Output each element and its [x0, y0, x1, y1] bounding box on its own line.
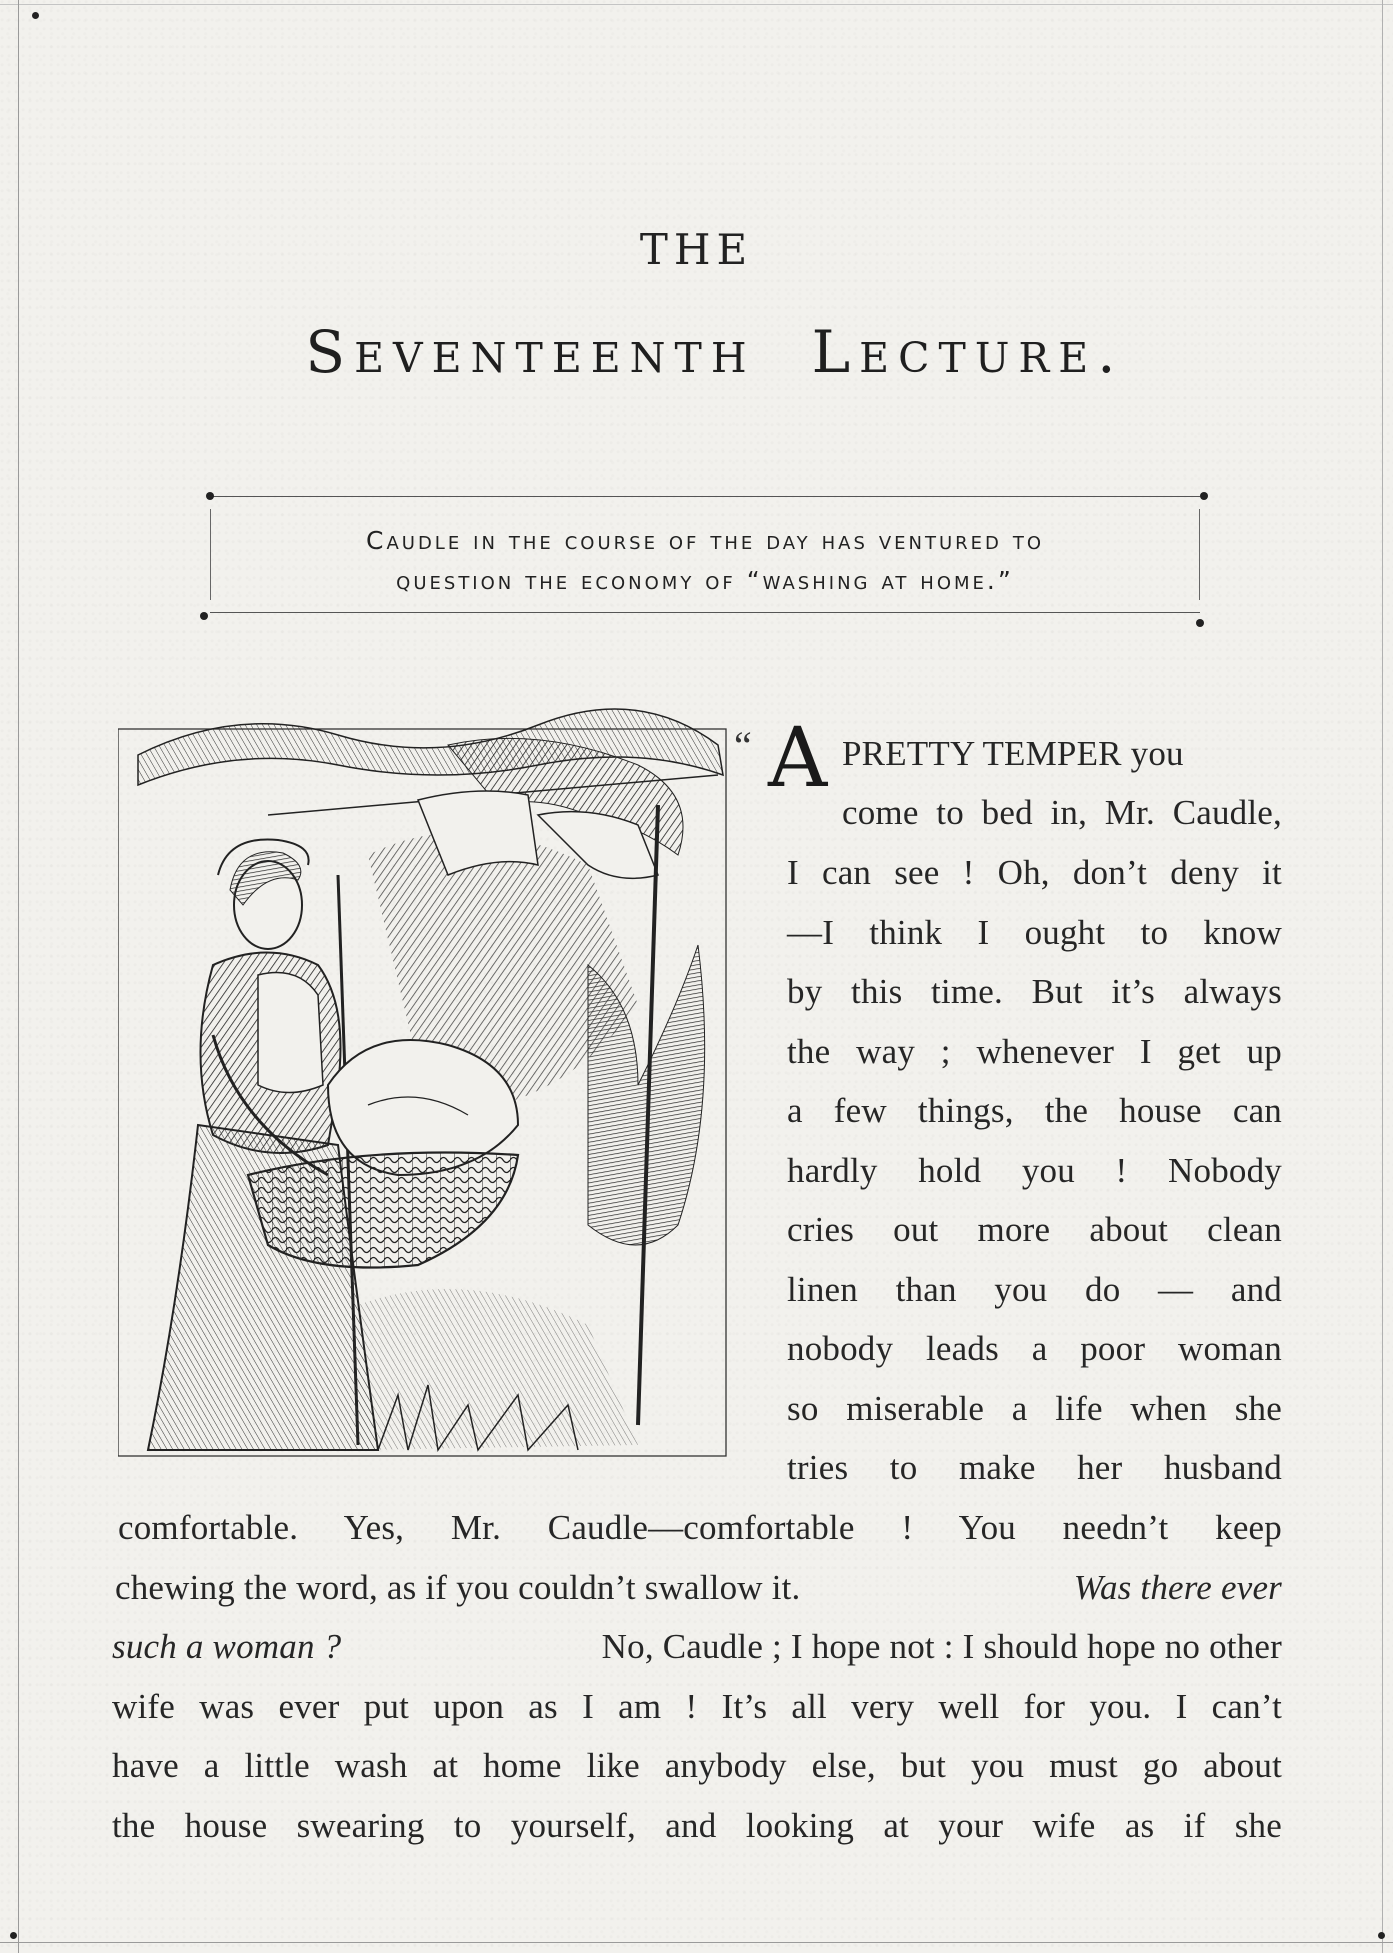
ornament-dot [1196, 619, 1204, 627]
body-line-mixed [115, 1570, 1282, 1605]
corner-dot [32, 12, 39, 19]
page-edge-top [0, 4, 1393, 5]
body-line: linen than you do — and [787, 1270, 1282, 1309]
body-text: chewing the word, as if you couldn’t swallow it. [115, 1568, 801, 1607]
subtitle-line: question the economy of “washing at home.” [396, 566, 1014, 595]
body-line: comfortable. Yes, Mr. Caudle—comfortable ! You needn’t keep [118, 1508, 1282, 1547]
subtitle-line: Caudle in the course of the day has ventured to [366, 526, 1044, 555]
body-text: No, Caudle ; I hope not : I should hope no other [601, 1627, 1282, 1666]
body-line: so miserable a life when she [787, 1389, 1282, 1428]
subtitle-text [210, 521, 1200, 601]
corner-dot [10, 1932, 17, 1939]
body-line: wife was ever put upon as I am ! It’s all very well for you. I can’t [112, 1687, 1282, 1726]
body-line: cries out more about clean [787, 1210, 1282, 1249]
corner-dot [1378, 1932, 1385, 1939]
ornament-dot [206, 492, 214, 500]
ornament-dot [1200, 492, 1208, 500]
subtitle-box [210, 496, 1200, 613]
drop-cap: A [768, 711, 828, 806]
page-edge-left [18, 0, 19, 1953]
page-edge-bottom [0, 1942, 1393, 1943]
body-line: I can see ! Oh, don’t deny it [787, 853, 1282, 892]
page-title [0, 318, 1393, 386]
body-line: —I think I ought to know [787, 913, 1282, 952]
washerwoman-engraving [118, 705, 730, 1460]
body-line: hardly hold you ! Nobody [787, 1151, 1282, 1190]
heading-the: THE [639, 225, 754, 274]
engraving-illustration [118, 705, 730, 1460]
body-line: the house swearing to yourself, and looking at your wife as if she [112, 1806, 1282, 1845]
body-line: come to bed in, Mr. Caudle, [842, 793, 1282, 832]
page-edge-right [1382, 0, 1383, 1953]
body-line: nobody leads a poor woman [787, 1329, 1282, 1368]
body-line: PRETTY TEMPER you [842, 734, 1184, 773]
title-word: Seventeenth [305, 318, 756, 386]
open-quote-mark: “ [734, 723, 752, 768]
body-italic: Was there ever [1073, 1568, 1282, 1607]
body-italic: such a woman ? [112, 1627, 342, 1666]
body-line: have a little wash at home like anybody else, but you must go about [112, 1746, 1282, 1785]
body-line: a few things, the house can [787, 1091, 1282, 1130]
body-line: by this time. But it’s always [787, 972, 1282, 1011]
body-line-mixed [112, 1629, 1282, 1664]
body-line: the way ; whenever I get up [787, 1032, 1282, 1071]
ornament-dot [200, 612, 208, 620]
body-line: tries to make her husband [787, 1448, 1282, 1487]
title-word: Lecture. [811, 318, 1125, 386]
